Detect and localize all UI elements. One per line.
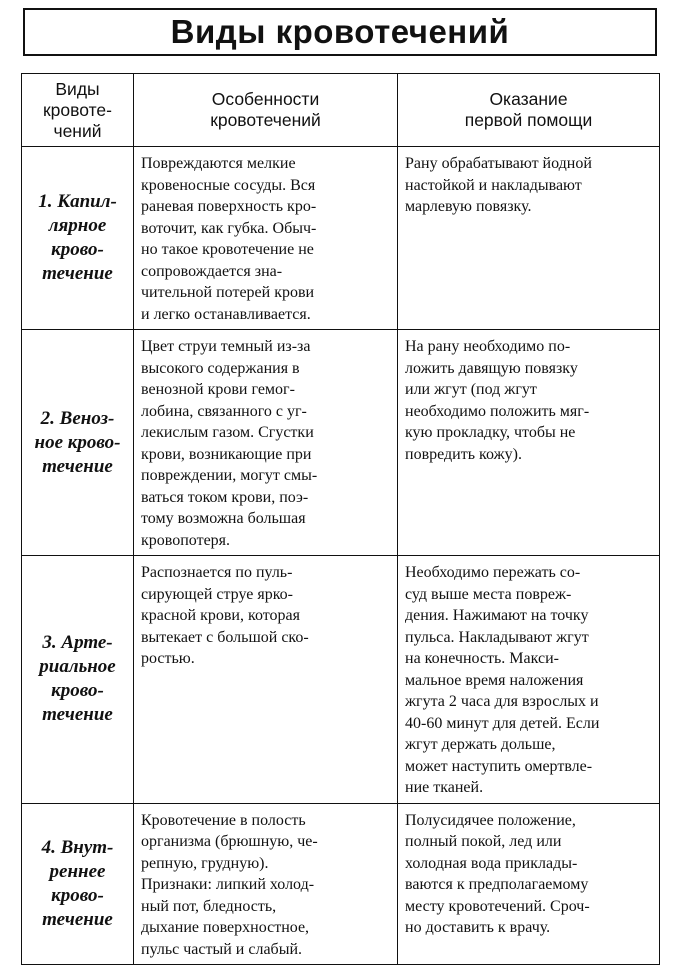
table-header-row [22,74,660,147]
header-type: Виды кровоте- чений [22,74,134,147]
first-aid-venous: На рану необходимо по- ложить давящую повязку или жгут (под жгут необходимо положить мяг- кую прокладку, чтобы не повредить кожу). [398,330,660,556]
type-capillary: 1. Капил- лярное крово- течение [22,147,134,330]
features-internal: Кровотечение в полость организма (брюшную, че- репную, грудную). Признаки: липкий холод- ный пот, бледность, дыхание поверхностное, пульс частый и слабый. [134,803,398,965]
title-box [23,8,657,56]
bleeding-types-table [21,73,660,965]
type-arterial: 3. Арте- риальное крово- течение [22,556,134,804]
page-title: Виды кровотечений [170,13,510,50]
table-row-capillary [22,147,660,330]
table-row-internal [22,803,660,965]
first-aid-internal: Полусидячее положение, полный покой, лед или холодная вода приклады- ваются к предполагаемому месту кровотечений. Сроч- но доставить к врачу. [398,803,660,965]
header-first-aid: Оказание первой помощи [398,74,660,147]
features-capillary: Повреждаются мелкие кровеносные сосуды. Вся раневая поверхность кро- воточит, как губка. Обыч- но такое кровотечение не сопровождается зна- чительной потерей крови и легко останавливается. [134,147,398,330]
type-internal: 4. Внут- реннее крово- течение [22,803,134,965]
first-aid-capillary: Рану обрабатывают йодной настойкой и накладывают марлевую повязку. [398,147,660,330]
type-venous: 2. Веноз- ное крово- течение [22,330,134,556]
features-venous: Цвет струи темный из-за высокого содержания в венозной крови гемог- лобина, связанного с уг- лекислым газом. Сгустки крови, возникающие при повреждении, могут смы- ваться током крови, поэ- тому возможна большая кровопотеря. [134,330,398,556]
table-row-arterial [22,556,660,804]
header-features: Особенности кровотечений [134,74,398,147]
table-row-venous [22,330,660,556]
features-arterial: Распознается по пуль- сирующей струе ярко- красной крови, которая вытекает с большой ско- ростью. [134,556,398,804]
first-aid-arterial: Необходимо пережать со- суд выше места повреж- дения. Нажимают на точку пульса. Накладывают жгут на конечность. Макси- мальное время наложения жгута 2 часа для взрослых и 40-60 минут для детей. Если жгут держать дольше, может наступить омертвле- ние тканей. [398,556,660,804]
